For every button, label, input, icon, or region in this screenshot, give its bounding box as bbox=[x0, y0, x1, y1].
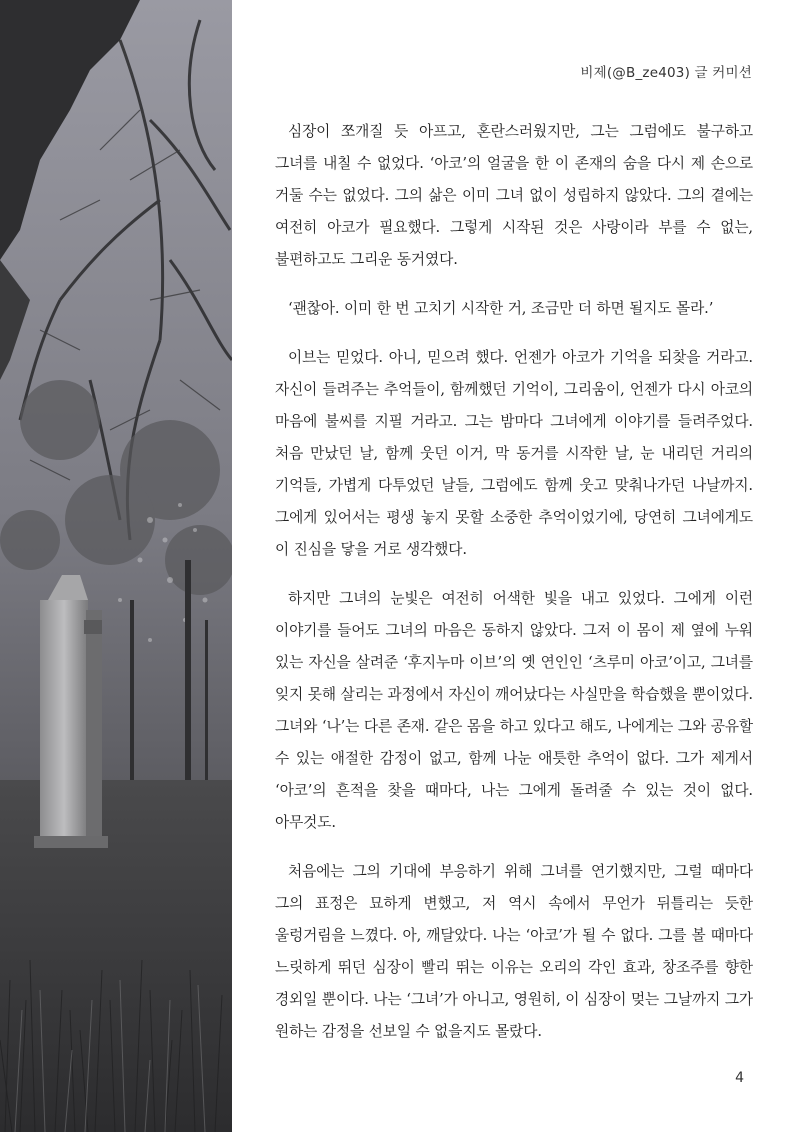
paragraph: 하지만 그녀의 눈빛은 여전히 어색한 빛을 내고 있었다. 그에게 이런 이야기를 들어도 그녀의 마음은 동하지 않았다. 그저 이 몸이 제 옆에 누워 있는 자신을 살려준 ‘후지누마 이브’의 옛 연인인 ‘츠루미 아코’이고, 그녀를 잊지 못해 살리는 과정에서 자신이 깨어났다는 사실만을 학습했을 뿐이었다. 그녀와 ‘나’는 다른 존재. 같은 몸을 하고 있다고 해도, 나에게는 그와 공유할 수 있는 애절한 감정이 없고, 함께 나눈 애틋한 추억이 없다. 그가 제게서 ‘아코’의 흔적을 찾을 때마다, 나는 그에게 돌려줄 수 있는 것이 없다. 아무것도. bbox=[275, 590, 753, 831]
paragraph: 처음에는 그의 기대에 부응하기 위해 그녀를 연기했지만, 그럴 때마다 그의 표정은 묘하게 변했고, 저 역시 속에서 무언가 뒤틀리는 듯한 울렁거림을 느꼈다. 아, 깨달았다. 나는 ‘아코’가 될 수 없다. 그를 볼 때마다 느릿하게 뛰던 심장이 빨리 뛰는 이유는 오리의 각인 효과, 창조주를 향한 경외일 뿐이다. 나는 ‘그녀’가 아니고, 영원히, 이 심장이 멎는 그날까지 그가 원하는 감정을 선보일 수 없을지도 몰랐다. bbox=[275, 863, 753, 1040]
page-header-credit: 비제(@B_ze403) 글 커미션 bbox=[580, 65, 752, 81]
paragraph: 이브는 믿었다. 아니, 믿으려 했다. 언젠가 아코가 기억을 되찾을 거라고. 자신이 들려주는 추억들이, 함께했던 기억이, 그리움이, 언젠가 다시 아코의 마음에 불씨를 지필 거라고. 그는 밤마다 그녀에게 이야기를 들려주었다. 처음 만났던 날, 함께 웃던 이거, 막 동거를 시작한 날, 눈 내리던 거리의 기억들, 가볍게 다투었던 날들, 그럼에도 함께 웃고 맞춰나가던 나날까지. 그에게 있어서는 평생 놓지 못할 소중한 추억이었기에, 당연히 그녀에게도 이 진심을 닿을 거로 생각했다. bbox=[275, 349, 753, 558]
story-body bbox=[275, 116, 753, 1065]
paragraph: 심장이 쪼개질 듯 아프고, 혼란스러웠지만, 그는 그럼에도 불구하고 그녀를 내칠 수 없었다. ‘아코’의 얼굴을 한 이 존재의 숨을 다시 제 손으로 거둘 수는 없었다. 그의 삶은 이미 그녀 없이 성립하지 않았다. 그의 곁에는 여전히 아코가 필요했다. 그렇게 시작된 것은 사랑이라 부를 수 없는, 불편하고도 그리운 동거였다. bbox=[275, 123, 753, 268]
paragraph: ‘괜찮아. 이미 한 번 고치기 시작한 거, 조금만 더 하면 될지도 몰라.’ bbox=[288, 300, 714, 317]
cemetery-photo bbox=[0, 0, 232, 1132]
page-number: 4 bbox=[735, 1070, 744, 1086]
